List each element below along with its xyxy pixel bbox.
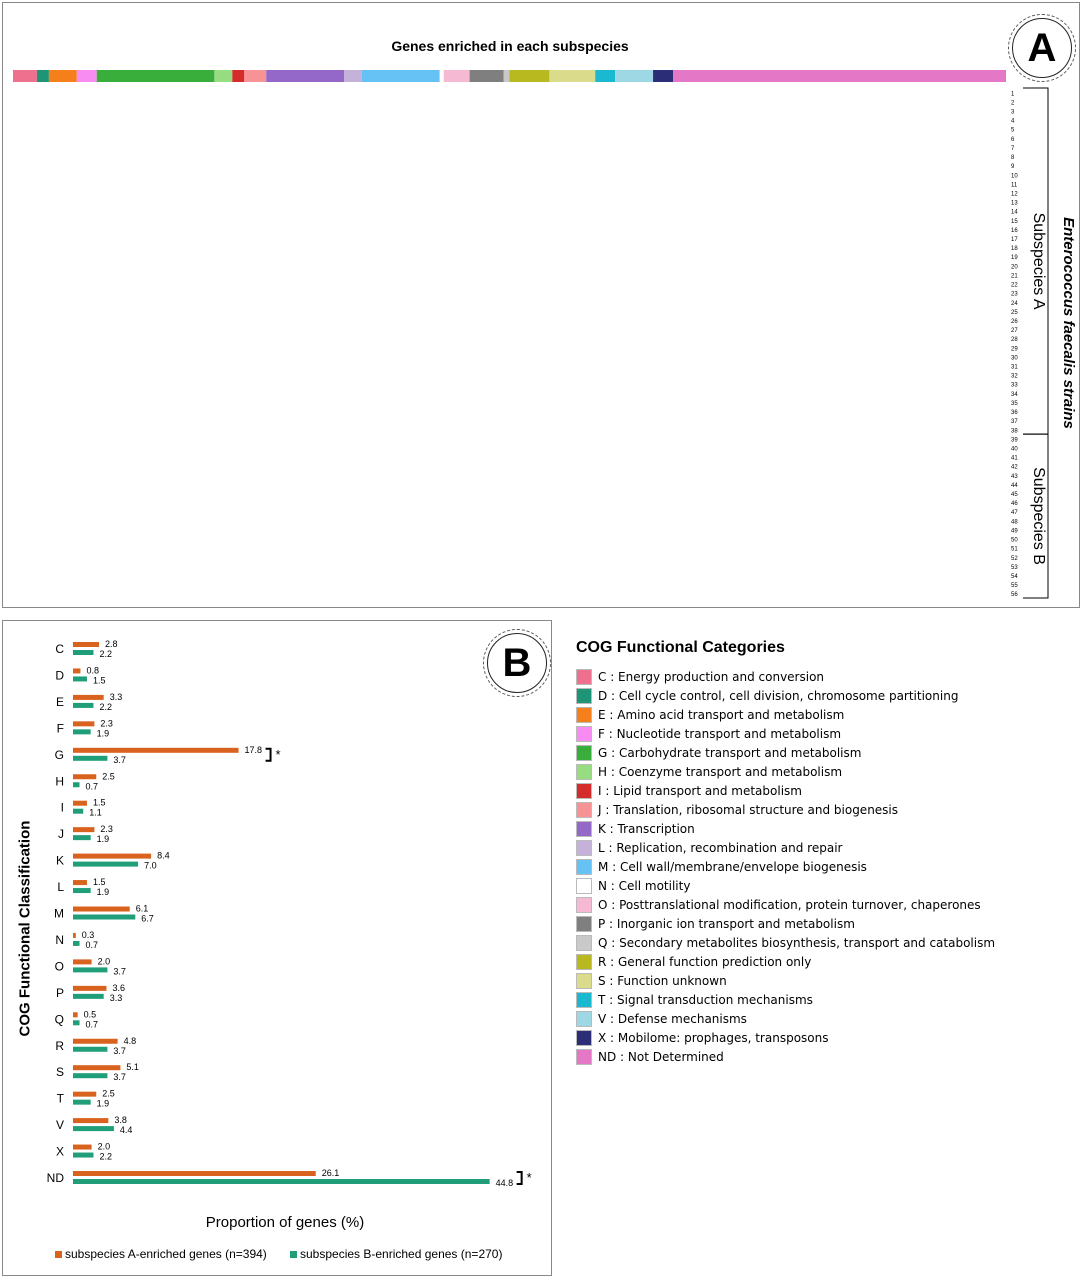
strip-segment-l xyxy=(344,70,362,82)
panel-a-badge: A xyxy=(1012,18,1072,78)
strip-segment-e xyxy=(49,70,77,82)
strip-segment-d xyxy=(37,70,49,82)
strip-segment-f xyxy=(77,70,97,82)
strip-segment-m xyxy=(362,70,440,82)
strip-segment-x xyxy=(653,70,673,82)
strip-segment-k xyxy=(266,70,344,82)
strip-segment-t xyxy=(595,70,615,82)
strip-segment-j xyxy=(244,70,266,82)
strip-segment-s xyxy=(549,70,595,82)
strip-segment-v xyxy=(615,70,653,82)
strip-segment-nd xyxy=(673,70,1006,82)
strip-segment-h xyxy=(214,70,232,82)
strip-segment-p xyxy=(470,70,504,82)
strip-segment-q xyxy=(504,70,510,82)
strip-segment-r xyxy=(510,70,550,82)
strip-segment-o xyxy=(444,70,470,82)
strip-segment-i xyxy=(232,70,244,82)
heatmap xyxy=(0,0,1081,610)
heatmap-title: Genes enriched in each subspecies xyxy=(391,38,629,54)
strip-segment-c xyxy=(13,70,37,82)
strip-segment-n xyxy=(440,70,444,82)
strip-segment-g xyxy=(97,70,215,82)
